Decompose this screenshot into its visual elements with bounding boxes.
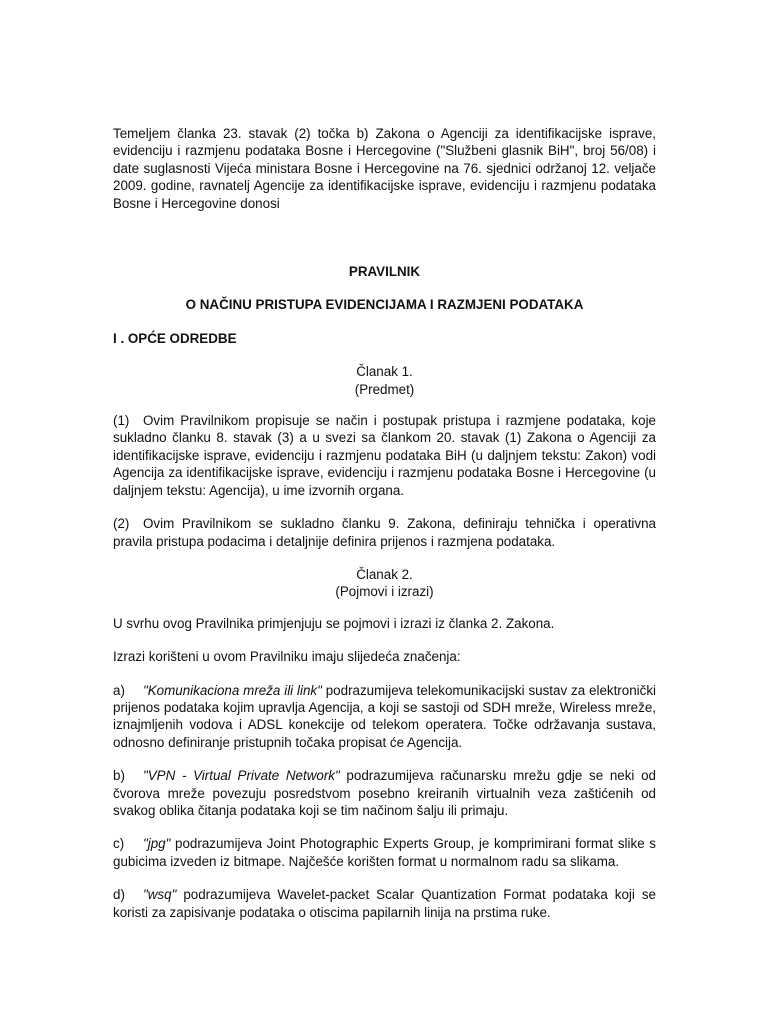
article-2-paragraph-2: Izrazi korišteni u ovom Pravilniku imaju slijedeća značenja: [113,649,461,665]
document-subtitle: O NAČINU PRISTUPA EVIDENCIJAMA I RAZMJENI PODATAKA [185,297,584,313]
article-2-number: Članak 2. [356,566,413,582]
section-heading: I . OPĆE ODREDBE [113,330,237,346]
article-1-paragraph-1 [113,412,656,499]
definition-text: podrazumijeva Joint Photographic Experts Group, je komprimirani format slike s gubicima izveden iz bitmape. Najčešće korišten format u normalnom radu sa slikama. [113,836,656,869]
definition-text: podrazumijeva telekomunikacijski sustav za elektronički prijenos podataka kojim upravlja Agencija, a koji se sastoji od SDH mreže, Wireless mreže, iznajmljenih vodova i ADSL konekcije od telekom operatera. Točke održavanja sustava, odnosno definiranje pristupnih točaka propisat će Agencija. [113,682,656,750]
article-1-paragraph-2 [113,515,656,550]
definition-marker: b) [113,768,125,784]
definition-term: "VPN - Virtual Private Network" [143,768,340,784]
paragraph-text: Ovim Pravilnikom propisuje se način i postupak pristupa i razmjene podataka, koje sukladno članku 8. stavak (3) a u svezi sa člankom 20. stavak (1) Zakona o Agenciji za identifikacijske isprave, evidenciju i razmjenu podataka BiH (u daljnjem tekstu: Zakon) vodi Agencija za identifikacijske isprave, evidenciju i razmjenu podataka Bosne i Hercegovine (u daljnjem tekstu: Agencija), u ime izvornih organa. [113,413,656,498]
document-title: PRAVILNIK [348,264,421,280]
definition-text: podrazumijeva Wavelet-packet Scalar Quantization Format podataka koji se koristi za zapisivanje podataka o otiscima papilarnih linija na prstima ruke. [113,887,656,920]
paragraph-text: Ovim Pravilnikom se sukladno članku 9. Zakona, definiraju tehnička i operativna pravila pristupa podacima i detaljnije definira prijenos i razmjena podataka. [113,516,656,549]
definition-item [113,767,656,819]
article-2-paragraph-1: U svrhu ovog Pravilnika primjenjuju se pojmovi i izrazi iz članka 2. Zakona. [113,615,555,631]
definition-marker: a) [113,682,125,698]
preamble-paragraph: Temeljem članka 23. stavak (2) točka b) Zakona o Agenciji za identifikacijske isprave, evidenciju i razmjenu podataka Bosne i Hercegovine ("Službeni glasnik BiH", broj 56/08) i date suglasnosti Vijeća ministara Bosne i Hercegovine na 76. sjednici održanoj 12. veljače 2009. godine, ravnatelj Agencije za identifikacijske isprave, evidenciju i razmjenu podataka Bosne i Hercegovine donosi [113,126,656,211]
definition-marker: c) [113,836,125,852]
definition-item [113,835,656,870]
paragraph-marker: (2) [113,516,130,532]
article-2-heading [113,566,656,601]
paragraph-marker: (1) [113,413,130,429]
article-2-name: (Pojmovi i izrazi) [335,584,434,600]
definition-marker: d) [113,887,125,903]
definition-term: "Komunikaciona mreža ili link" [143,682,322,698]
article-1-name: (Predmet) [354,381,415,397]
document-page [113,125,656,937]
definition-text: podrazumijeva računarsku mrežu gdje se neki od čvorova mreže povezuju posredstvom posebno kreiranih virtualnih veza zaštićenih od svakog oblika čitanja podataka koji se tim načinom šalju ili primaju. [113,768,656,818]
definition-term: "jpg" [143,836,171,852]
definition-term: "wsq" [143,887,177,903]
definition-item [113,886,656,921]
definition-item [113,682,656,752]
article-1-heading [113,363,656,398]
article-1-number: Članak 1. [356,364,413,380]
